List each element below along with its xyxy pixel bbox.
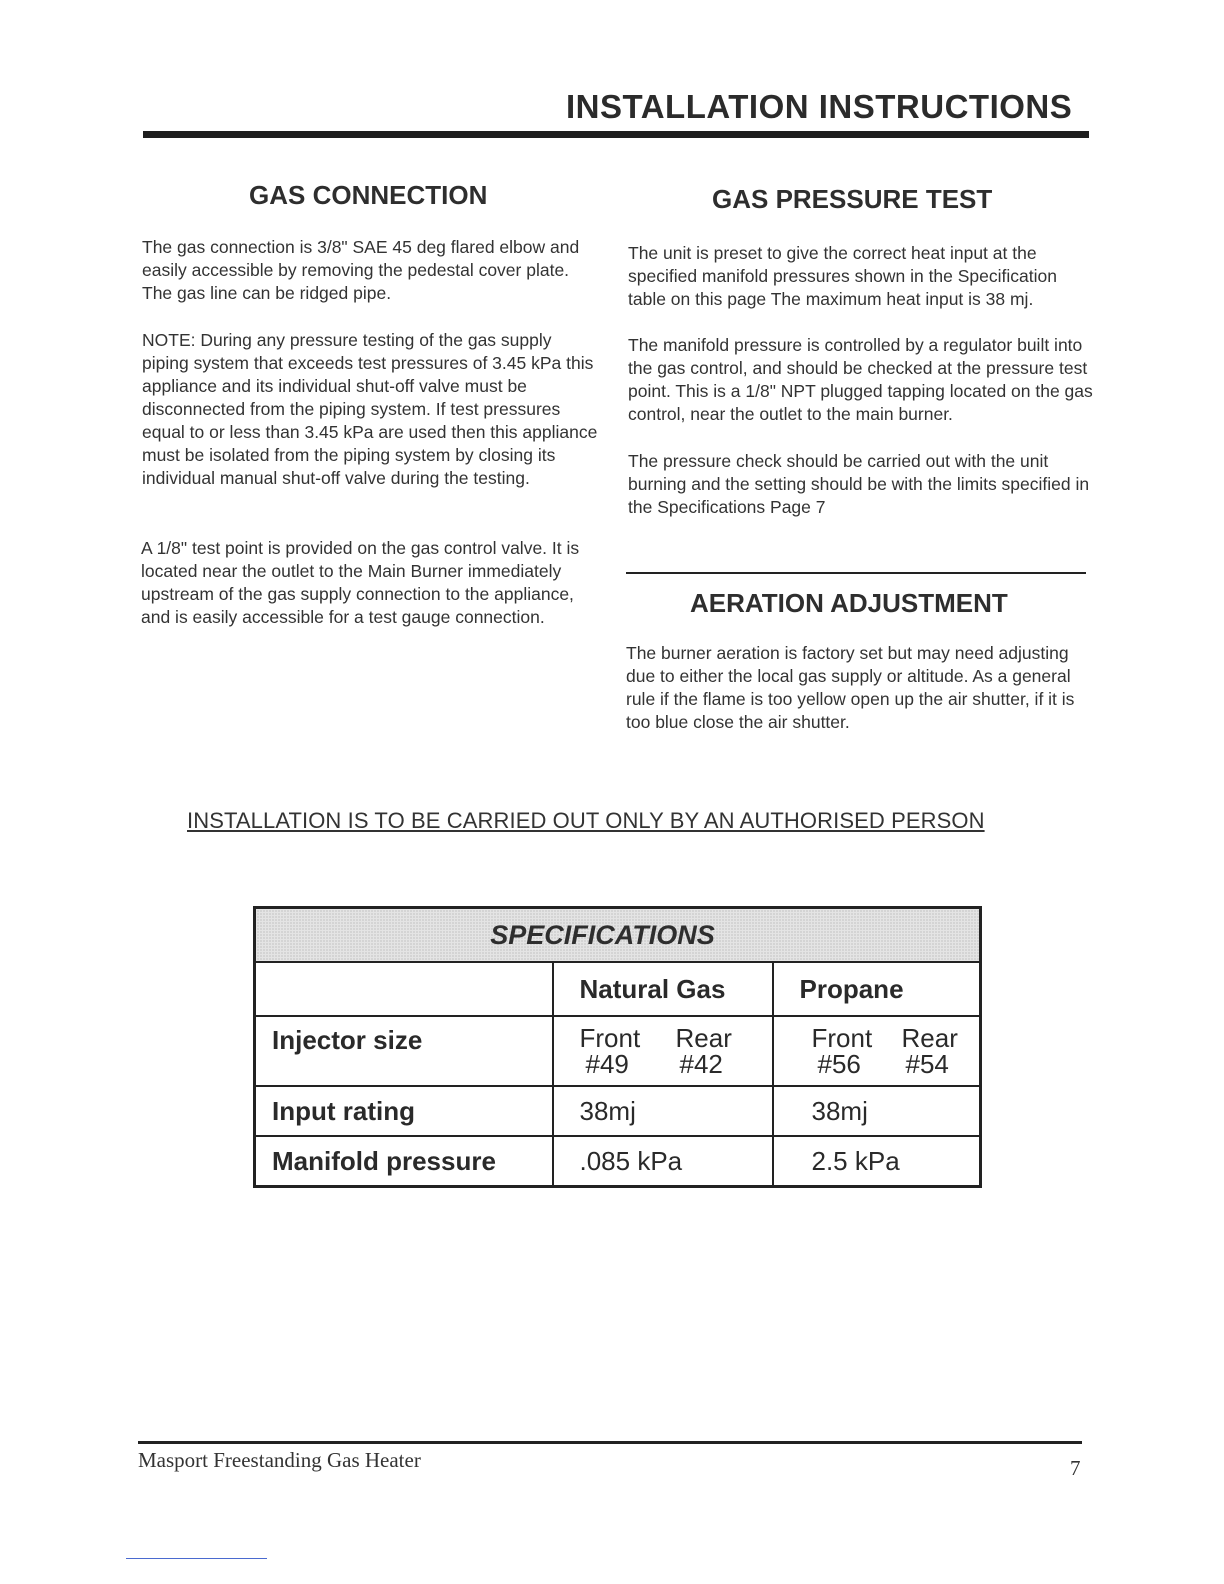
natural-gas-front-label: Front <box>579 1023 641 1054</box>
section-divider <box>626 572 1086 574</box>
gas-connection-paragraph-3: A 1/8" test point is provided on the gas control valve. It is located near the outlet to the Main Burner immediately upstream of the gas supply connection to the appliance, and is easily accessible for a test gauge connection. <box>141 538 580 627</box>
natural-gas-front-size: #49 <box>585 1049 629 1080</box>
gas-connection-note-paragraph: NOTE: During any pressure testing of the gas supply piping system that exceeds test pressures of 3.45 kPa this appliance and its individual shut-off valve must be disconnected from the piping system. If test pressures equal to or less than 3.45 kPa are used then this appliance must be isolated from the piping system by closing its individual manual shut-off valve during the testing. <box>142 330 598 488</box>
gas-connection-paragraph-1: The gas connection is 3/8" SAE 45 deg flared elbow and easily accessible by removing the pedestal cover plate. The gas line can be ridged pipe. <box>142 237 580 303</box>
natural-gas-input-rating: 38mj <box>553 1086 773 1136</box>
gas-pressure-test-heading: GAS PRESSURE TEST <box>712 184 993 214</box>
footer-title: Masport Freestanding Gas Heater <box>138 1448 421 1472</box>
gas-pressure-test-paragraph-1: The unit is preset to give the correct heat input at the specified manifold pressures shown in the Specification table on this page The maximum heat input is 38 mj. <box>628 243 1057 309</box>
natural-gas-rear-size: #42 <box>679 1049 723 1080</box>
natural-gas-injector-cell <box>553 1016 773 1086</box>
footer-divider <box>138 1441 1082 1444</box>
aeration-adjustment-paragraph: The burner aeration is factory set but may need adjusting due to either the local gas supply or altitude. As a general rule if the flame is too yellow open up the air shutter, if it is too blue close the air shutter. <box>626 643 1075 732</box>
specifications-table <box>253 906 982 1188</box>
gas-pressure-test-paragraph-2: The manifold pressure is controlled by a regulator built into the gas control, and should be checked at the pressure test point. This is a 1/8" NPT plugged tapping located on the gas control, near the outlet to the main burner. <box>628 335 1093 424</box>
propane-rear-label: Rear <box>901 1023 958 1054</box>
specifications-title: SPECIFICATIONS <box>490 919 715 950</box>
input-rating-label: Input rating <box>255 1086 553 1136</box>
table-row <box>255 1136 981 1186</box>
gas-connection-heading: GAS CONNECTION <box>249 180 488 210</box>
link-underline <box>126 1558 267 1559</box>
natural-gas-manifold-pressure: .085 kPa <box>553 1136 773 1186</box>
injector-size-label: Injector size <box>255 1016 553 1086</box>
manifold-pressure-label: Manifold pressure <box>255 1136 553 1186</box>
header-divider <box>143 131 1089 138</box>
propane-rear-size: #54 <box>905 1049 949 1080</box>
page-number: 7 <box>1070 1456 1081 1480</box>
propane-manifold-pressure: 2.5 kPa <box>773 1136 981 1186</box>
propane-column-header: Propane <box>773 962 981 1016</box>
specifications-title-cell <box>255 908 981 963</box>
propane-input-rating: 38mj <box>773 1086 981 1136</box>
table-row <box>255 1016 981 1086</box>
natural-gas-rear-label: Rear <box>675 1023 732 1054</box>
aeration-adjustment-heading: AERATION ADJUSTMENT <box>690 588 1008 618</box>
propane-injector-cell <box>773 1016 981 1086</box>
propane-front-label: Front <box>811 1023 873 1054</box>
table-header-empty-cell <box>255 962 553 1016</box>
propane-front-size: #56 <box>817 1049 861 1080</box>
gas-pressure-test-paragraph-3: The pressure check should be carried out with the unit burning and the setting should be with the limits specified in the Specifications Page 7 <box>628 451 1090 517</box>
table-header-row <box>255 962 981 1016</box>
authorised-person-notice: INSTALLATION IS TO BE CARRIED OUT ONLY BY AN AUTHORISED PERSON <box>187 808 985 833</box>
page-title: INSTALLATION INSTRUCTIONS <box>566 88 1073 125</box>
natural-gas-column-header: Natural Gas <box>553 962 773 1016</box>
table-row <box>255 1086 981 1136</box>
specifications-title-row <box>255 908 981 963</box>
